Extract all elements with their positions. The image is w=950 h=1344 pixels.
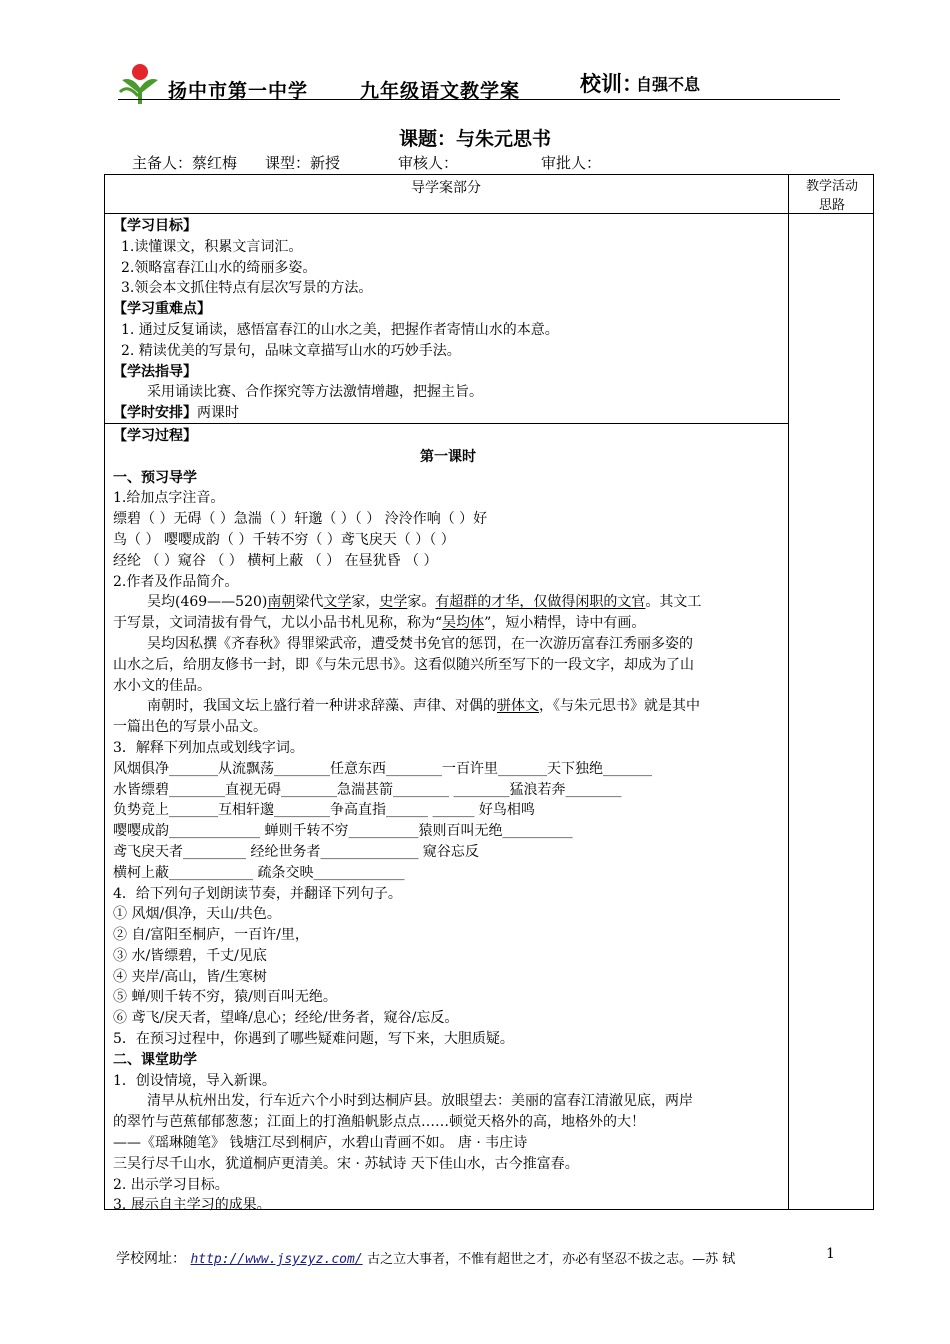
question-1: 1.给加点字注音。	[113, 490, 225, 507]
goal-item: 3.领会本文抓住特点有层次写景的方法。	[121, 280, 373, 297]
school-logo-icon	[118, 62, 162, 104]
class-help-title: 二、课堂助学	[113, 1051, 197, 1068]
word-row: 水皆缥碧________直视无碍________急湍甚箭________ ________猛浪若奔________	[113, 781, 622, 798]
page-header	[118, 62, 840, 102]
process-title: 【学习过程】	[113, 427, 197, 444]
scene-text: 的翠竹与芭蕉郁郁葱葱；江面上的打渔船帆影点点……顿觉天格外的高，地格外的大！	[113, 1114, 645, 1131]
bio-text: 梁代	[295, 594, 324, 611]
motto-text: 自强不息	[636, 75, 701, 94]
bio-line	[113, 696, 783, 717]
scene-text: 清早从杭州出发，行车近六个小时到达桐庐县。放眼望去：美丽的富春江清澈见底，两岸	[147, 1093, 693, 1110]
motto-label: 校训：	[580, 71, 643, 96]
time-title: 【学时安排】	[113, 405, 197, 422]
word-row: 横柯上蔽____________ 疏条交映_____________	[113, 864, 405, 881]
column-header-side	[790, 177, 874, 215]
page-title: 课题：与朱元思书	[398, 128, 551, 150]
class-step-3: 3. 展示自主学习的成果。	[113, 1197, 271, 1214]
footer-quote: 古之立大事者，不惟有超世之才，亦必有坚忍不拔之志。—苏 轼	[367, 1252, 736, 1267]
meta-approver: 审批人：	[541, 154, 602, 172]
footer-label: 学校网址：	[116, 1251, 186, 1267]
column-header-side-line2: 思路	[818, 198, 845, 213]
bio-text: 吴均(469——520)	[147, 594, 268, 611]
lesson-one-title: 第一课时	[420, 448, 476, 465]
page-footer	[116, 1248, 735, 1268]
bio-line: 一篇出色的写景小品文。	[113, 719, 267, 736]
sentence-item: ① 风烟/俱净，天山/共色。	[113, 906, 281, 923]
class-step-1: 1．创设情境，导入新课。	[113, 1072, 276, 1089]
word-row: 风烟俱净_______从流飘荡________任意东西________一百许里_______天下独绝_______	[113, 760, 652, 777]
school-name: 扬中市第一中学	[168, 80, 309, 102]
sentence-item: ② 自/富阳至桐庐，一百许/里，	[113, 927, 309, 944]
preview-title: 一、预习导学	[113, 469, 197, 486]
goal-item: 1.读懂课文，积累文言词汇。	[121, 238, 303, 255]
sentence-item: ⑤ 蝉/则千转不穷，猿/则百叫无绝。	[113, 989, 337, 1006]
pinyin-row: 鸟（ ） 嘤嘤成韵（ ）千转不穷（ ）鸢飞戾天（ ）（ ）	[113, 531, 455, 548]
word-row: 嘤嘤成韵_____________ 蝉则千转不穷__________猿则百叫无绝__________	[113, 823, 573, 840]
goal-item: 2.领略富春江山水的绮丽多姿。	[121, 259, 317, 276]
column-divider	[788, 174, 789, 1210]
bio-text: 。其文工	[645, 594, 702, 611]
bio-text: 于写景，文词清拔有骨气，尤以小品书札见称，称为“	[113, 615, 443, 632]
pinyin-row: 缥碧（ ）无碍（ ）急湍（ ）轩邈（ ）（ ） 泠泠作响（ ）好	[113, 511, 488, 528]
scene-text: 三吴行尽千山水，犹道桐庐更清美。宋 · 苏轼诗 天下佳山水，古今推富春。	[113, 1155, 579, 1172]
bio-underline: 南朝	[267, 594, 296, 611]
bio-text: ，《与朱元思书》就是其中	[539, 698, 700, 715]
main-content	[113, 216, 783, 1216]
time-row	[113, 403, 783, 424]
school-website-link[interactable]: http://www.jsyzyz.com/	[190, 1252, 363, 1267]
bio-line	[113, 592, 783, 613]
bio-underline: 吴均体	[442, 615, 485, 632]
word-row: 鸢飞戾天者_________ 经纶世务者______________ 窥谷忘反	[113, 843, 479, 860]
meta-preparer: 主备人：蔡红梅	[132, 154, 238, 172]
meta-type: 课型：新授	[265, 154, 341, 172]
word-row: 负势竞上_______互相轩邈________争高直指______ ______ 好鸟相鸣	[113, 802, 535, 819]
key-item: 1. 通过反复诵读，感悟富春江的山水之美，把握作者寄情山水的本意。	[121, 321, 559, 338]
bio-underline: 史学	[379, 594, 408, 611]
header-rule	[118, 99, 840, 100]
header-row-divider	[104, 213, 874, 214]
bio-underline: 有超群的才华，仅做得闲职的文官	[435, 594, 646, 611]
question-2: 2.作者及作品简介。	[113, 573, 239, 590]
bio-text: ”，短小精悍，诗中有画。	[484, 615, 646, 632]
bio-text: 家。	[407, 594, 436, 611]
bio-line: 水小文的佳品。	[113, 677, 211, 694]
bio-line	[113, 613, 783, 634]
question-5: 5．在预习过程中，你遇到了哪些疑难问题，写下来，大胆质疑。	[113, 1031, 514, 1048]
page-number: 1	[826, 1246, 835, 1262]
pinyin-row: 经纶 （ ）窥谷 （ ） 横柯上蔽 （ ） 在昼犹昏 （ ）	[113, 552, 438, 569]
question-3: 3．解释下列加点或划线字词。	[113, 739, 304, 756]
column-header-side-line1: 教学活动	[805, 179, 858, 194]
bio-line: 山水之后，给朋友修书一封，即《与朱元思书》。这看似随兴所至写下的一段文字，却成为了山	[113, 656, 694, 673]
column-header-main: 导学案部分	[411, 180, 481, 196]
bio-underline: 骈体文	[497, 698, 539, 715]
sentence-item: ⑥ 鸢飞/戾天者，望峰/息心；经纶/世务者，窥谷/忘反。	[113, 1010, 459, 1027]
scene-text: ——《瑶琳随笔》 钱塘江尽到桐庐，水碧山青画不如。 唐 · 韦庄诗	[113, 1135, 528, 1152]
goals-title: 【学习目标】	[113, 218, 197, 234]
sentence-item: ③ 水/皆缥碧，千丈/见底	[113, 947, 267, 964]
method-title: 【学法指导】	[113, 363, 197, 380]
time-text: 两课时	[197, 405, 239, 422]
method-text: 采用诵读比赛、合作探究等方法激情增趣，把握主旨。	[147, 384, 483, 401]
bio-text: 家，	[351, 594, 380, 611]
question-4: 4．给下列句子划朗读节奏，并翻译下列句子。	[113, 885, 402, 902]
class-step-2: 2. 出示学习目标。	[113, 1176, 229, 1193]
bio-underline: 文学	[323, 594, 352, 611]
sentence-item: ④ 夹岸/高山，皆/生寒树	[113, 968, 267, 985]
bio-text: 南朝时，我国文坛上盛行着一种讲求辞藻、声律、对偶的	[147, 698, 497, 715]
key-item: 2. 精读优美的写景句，品味文章描写山水的巧妙手法。	[121, 342, 461, 359]
document-type: 九年级语文教学案	[360, 80, 521, 102]
keys-title: 【学习重难点】	[113, 301, 211, 318]
meta-reviewer: 审核人：	[398, 154, 459, 172]
bio-line: 吴均因私撰《齐春秋》得罪梁武帝，遭受焚书免官的惩罚，在一次游历富春江秀丽多姿的	[147, 635, 693, 652]
